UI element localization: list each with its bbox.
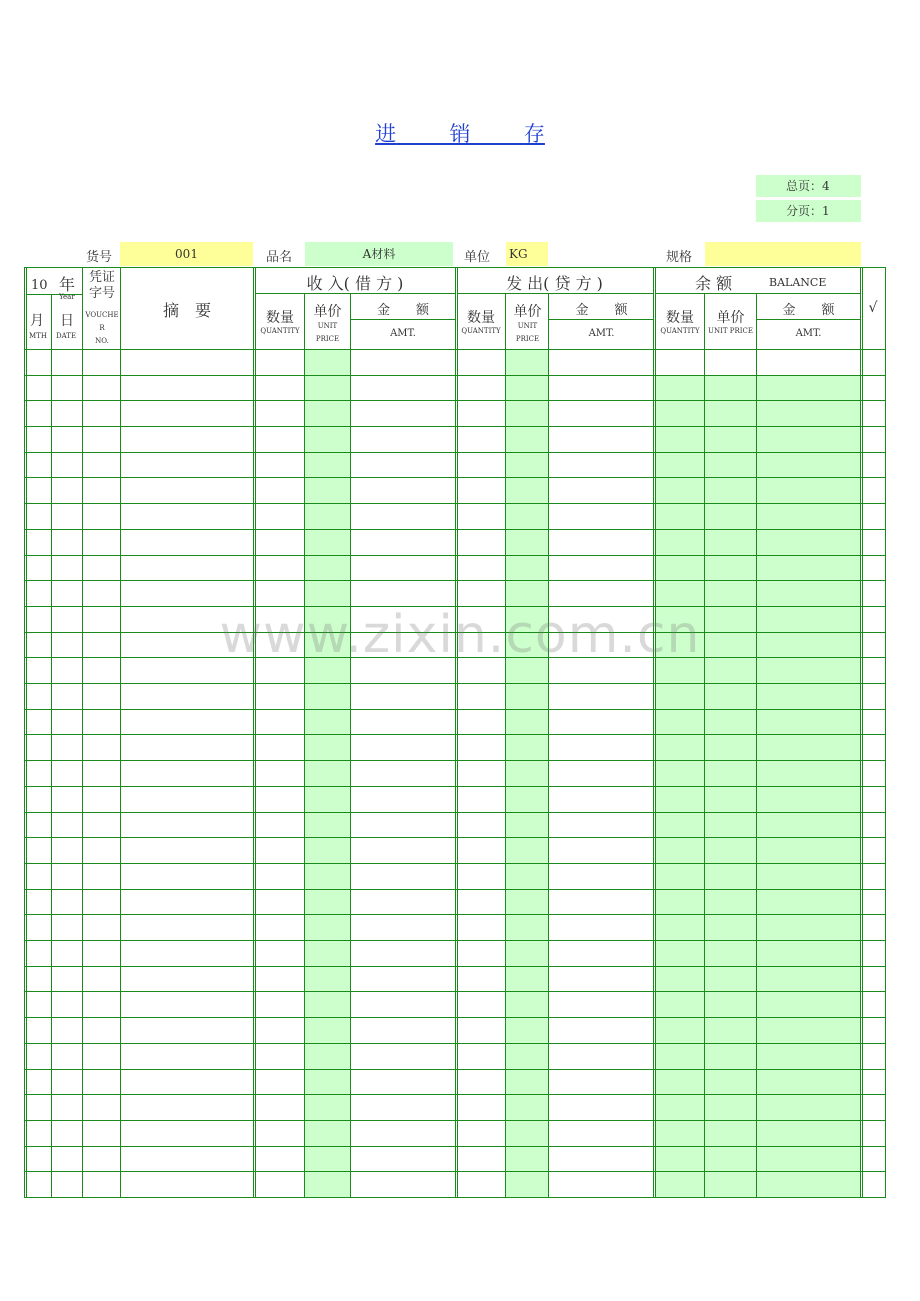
- grid-hline: [25, 940, 885, 941]
- grid-hline: [25, 580, 885, 581]
- voucher-header: 凭证 字号: [88, 270, 115, 301]
- grid-vline: [860, 268, 861, 1197]
- grid-vline: [26, 268, 27, 1197]
- grid-hline: [25, 1171, 885, 1172]
- unit-field[interactable]: KG: [506, 242, 548, 266]
- grid-hline: [25, 1069, 885, 1070]
- month-header: 月: [30, 313, 44, 329]
- grid-hline: [549, 319, 653, 320]
- grid-hline: [25, 1017, 885, 1018]
- grid-vline: [505, 293, 506, 1197]
- outgo-price-en: UNIT PRICE: [515, 322, 540, 343]
- grid-hline: [25, 966, 885, 967]
- check-header: √: [868, 300, 878, 316]
- grid-hline: [25, 889, 885, 890]
- summary-header: 摘 要: [162, 301, 211, 320]
- outgo-qty: 数量: [467, 310, 495, 326]
- year-value: 10: [31, 278, 48, 293]
- grid-vline: [455, 268, 456, 1197]
- grid-hline: [25, 1043, 885, 1044]
- grid-vline: [756, 293, 757, 1197]
- grid-hline: [25, 709, 885, 710]
- grid-vline: [653, 268, 654, 1197]
- voucher-en: VOUCHE R NO.: [85, 311, 119, 345]
- balance-en: BALANCE: [769, 276, 827, 289]
- grid-hline: [25, 1120, 885, 1121]
- ledger-table: [24, 267, 886, 1198]
- balance-price: 单价: [716, 310, 745, 326]
- grid-vline: [457, 268, 458, 1197]
- grid-hline: [25, 529, 885, 530]
- grid-hline: [25, 991, 885, 992]
- balance-amount-en: AMT.: [795, 328, 822, 339]
- day-header: 日: [60, 313, 74, 329]
- grid-hline: [25, 477, 885, 478]
- income-qty: 数量: [266, 310, 294, 326]
- grid-vline: [655, 268, 656, 1197]
- grid-hline: [25, 914, 885, 915]
- grid-vline: [704, 293, 705, 1197]
- grid-hline: [25, 503, 885, 504]
- grid-hline: [656, 293, 860, 294]
- outgo-amount: 金 额: [575, 303, 628, 318]
- grid-vline: [304, 293, 305, 1197]
- income-amount: 金 额: [376, 303, 429, 318]
- grid-hline: [25, 555, 885, 556]
- total-pages: 总页：4: [756, 175, 861, 197]
- balance-qty-en: QUANTITY: [660, 327, 700, 335]
- grid-hline: [757, 319, 860, 320]
- balance-qty: 数量: [666, 310, 694, 326]
- name-label: 品名: [266, 250, 293, 265]
- income-qty-en: QUANTITY: [260, 327, 300, 335]
- spec-field[interactable]: [705, 242, 861, 266]
- balance-price-en: UNIT PRICE: [708, 327, 753, 335]
- grid-hline: [25, 400, 885, 401]
- grid-hline: [25, 349, 885, 350]
- grid-hline: [25, 786, 885, 787]
- grid-hline: [25, 1094, 885, 1095]
- outgo-price: 单价: [513, 304, 542, 320]
- grid-vline: [82, 268, 83, 1197]
- item-no-field[interactable]: 001: [120, 242, 253, 266]
- grid-vline: [253, 268, 254, 1197]
- year-char: 年: [59, 275, 76, 294]
- income-price-en: UNIT PRICE: [315, 322, 340, 343]
- grid-hline: [25, 837, 885, 838]
- grid-hline: [25, 426, 885, 427]
- grid-hline: [25, 734, 885, 735]
- item-no-label: 货号: [86, 250, 113, 265]
- current-page: 分页：1: [756, 200, 861, 222]
- grid-vline: [350, 293, 351, 1197]
- grid-hline: [25, 1146, 885, 1147]
- grid-hline: [25, 760, 885, 761]
- income-price: 单价: [313, 304, 342, 320]
- grid-hline: [25, 375, 885, 376]
- outgo-amount-en: AMT.: [588, 328, 615, 339]
- title-char-1: 进: [375, 122, 397, 146]
- watermark: www.zixin.com.cn: [219, 605, 701, 665]
- year-en: Year: [59, 293, 75, 301]
- title-char-2: 销: [449, 122, 471, 146]
- title-char-3: 存: [523, 122, 545, 146]
- grid-vline: [255, 268, 256, 1197]
- outgo-header: 发 出( 贷 方 ): [506, 274, 603, 293]
- income-header: 收 入( 借 方 ): [306, 274, 404, 293]
- spec-label: 规格: [666, 250, 693, 265]
- grid-vline: [120, 268, 121, 1197]
- day-en: DATE: [56, 332, 77, 340]
- grid-vline: [862, 268, 863, 1197]
- grid-hline: [25, 452, 885, 453]
- grid-hline: [25, 683, 885, 684]
- balance-header: 余 额: [695, 274, 733, 293]
- grid-hline: [351, 319, 455, 320]
- grid-hline: [25, 812, 885, 813]
- unit-label: 单位: [464, 250, 491, 265]
- outgo-qty-en: QUANTITY: [461, 327, 501, 335]
- ledger-title: [0, 118, 920, 148]
- income-amount-en: AMT.: [390, 328, 416, 339]
- month-en: MTH: [29, 332, 47, 340]
- grid-hline: [25, 863, 885, 864]
- balance-amount: 金 额: [782, 303, 835, 318]
- grid-vline: [548, 293, 549, 1197]
- grid-vline: [51, 294, 52, 1197]
- name-field[interactable]: A材料: [305, 242, 453, 266]
